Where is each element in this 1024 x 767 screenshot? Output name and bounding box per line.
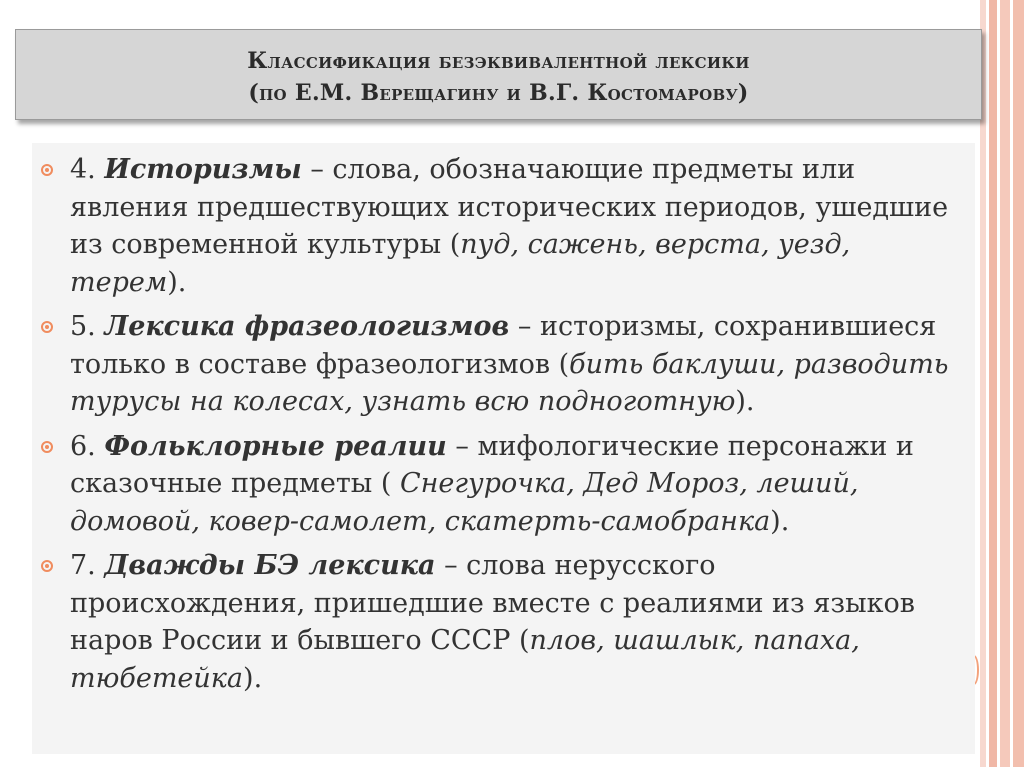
item-text: – мифологические персонажи и сказочные предметы ( [70, 430, 914, 499]
stripe [1013, 0, 1024, 767]
item-number: 7. [70, 550, 105, 581]
item-term: Дважды БЭ лексика [104, 550, 436, 581]
list-item [36, 151, 955, 301]
item-term: Историзмы [104, 154, 302, 185]
item-number: 4. [70, 154, 105, 185]
item-examples: пуд, сажень, верста, уезд, терем [70, 229, 851, 298]
item-term: Фольклорные реалии [104, 430, 447, 462]
bullet-icon [41, 560, 53, 572]
content-panel [32, 143, 975, 754]
decorative-stripes [980, 0, 1024, 767]
item-examples: плов, шашлык, папаха, тюбетейка [70, 625, 860, 694]
slide-title [15, 29, 982, 120]
item-text: – слова, обозначающие предметы или явления предшествующих исторических периодов, ушедшие из современной культуры ( [70, 154, 949, 260]
item-number: 6. [70, 430, 105, 462]
bullet-icon [41, 164, 53, 176]
list-item [36, 547, 955, 697]
title-line-1: Классификация безэквивалентной лексики [247, 48, 750, 74]
item-term: Лексика фразеологизмов [104, 311, 510, 342]
stripe [989, 0, 997, 767]
item-text: – слова нерусского происхождения, пришедшие вместе с реалиями из языков наров России и бывшего СССР ( [70, 550, 915, 656]
title-line-2: (по Е.М. Верещагину и В.Г. Костомарову) [248, 80, 749, 106]
item-end: ). [770, 505, 790, 537]
bullet-list [36, 151, 955, 697]
item-end: ). [735, 386, 755, 417]
stripe [1000, 0, 1010, 767]
item-number: 5. [70, 311, 105, 342]
item-end: ). [243, 662, 263, 694]
bullet-icon [41, 321, 53, 333]
list-item [36, 308, 955, 421]
list-item [36, 428, 955, 541]
item-examples: бить баклуши, разводить турусы на колесах, узнать всю подноготную [70, 348, 949, 417]
item-end: ). [167, 266, 187, 298]
item-examples: Снегурочка, Дед Мороз, леший, домовой, ковер-самолет, скатерть-самобранка [70, 468, 859, 537]
bullet-icon [41, 441, 53, 453]
item-text: – историзмы, сохранившиеся только в составе фразеологизмов ( [70, 311, 937, 380]
